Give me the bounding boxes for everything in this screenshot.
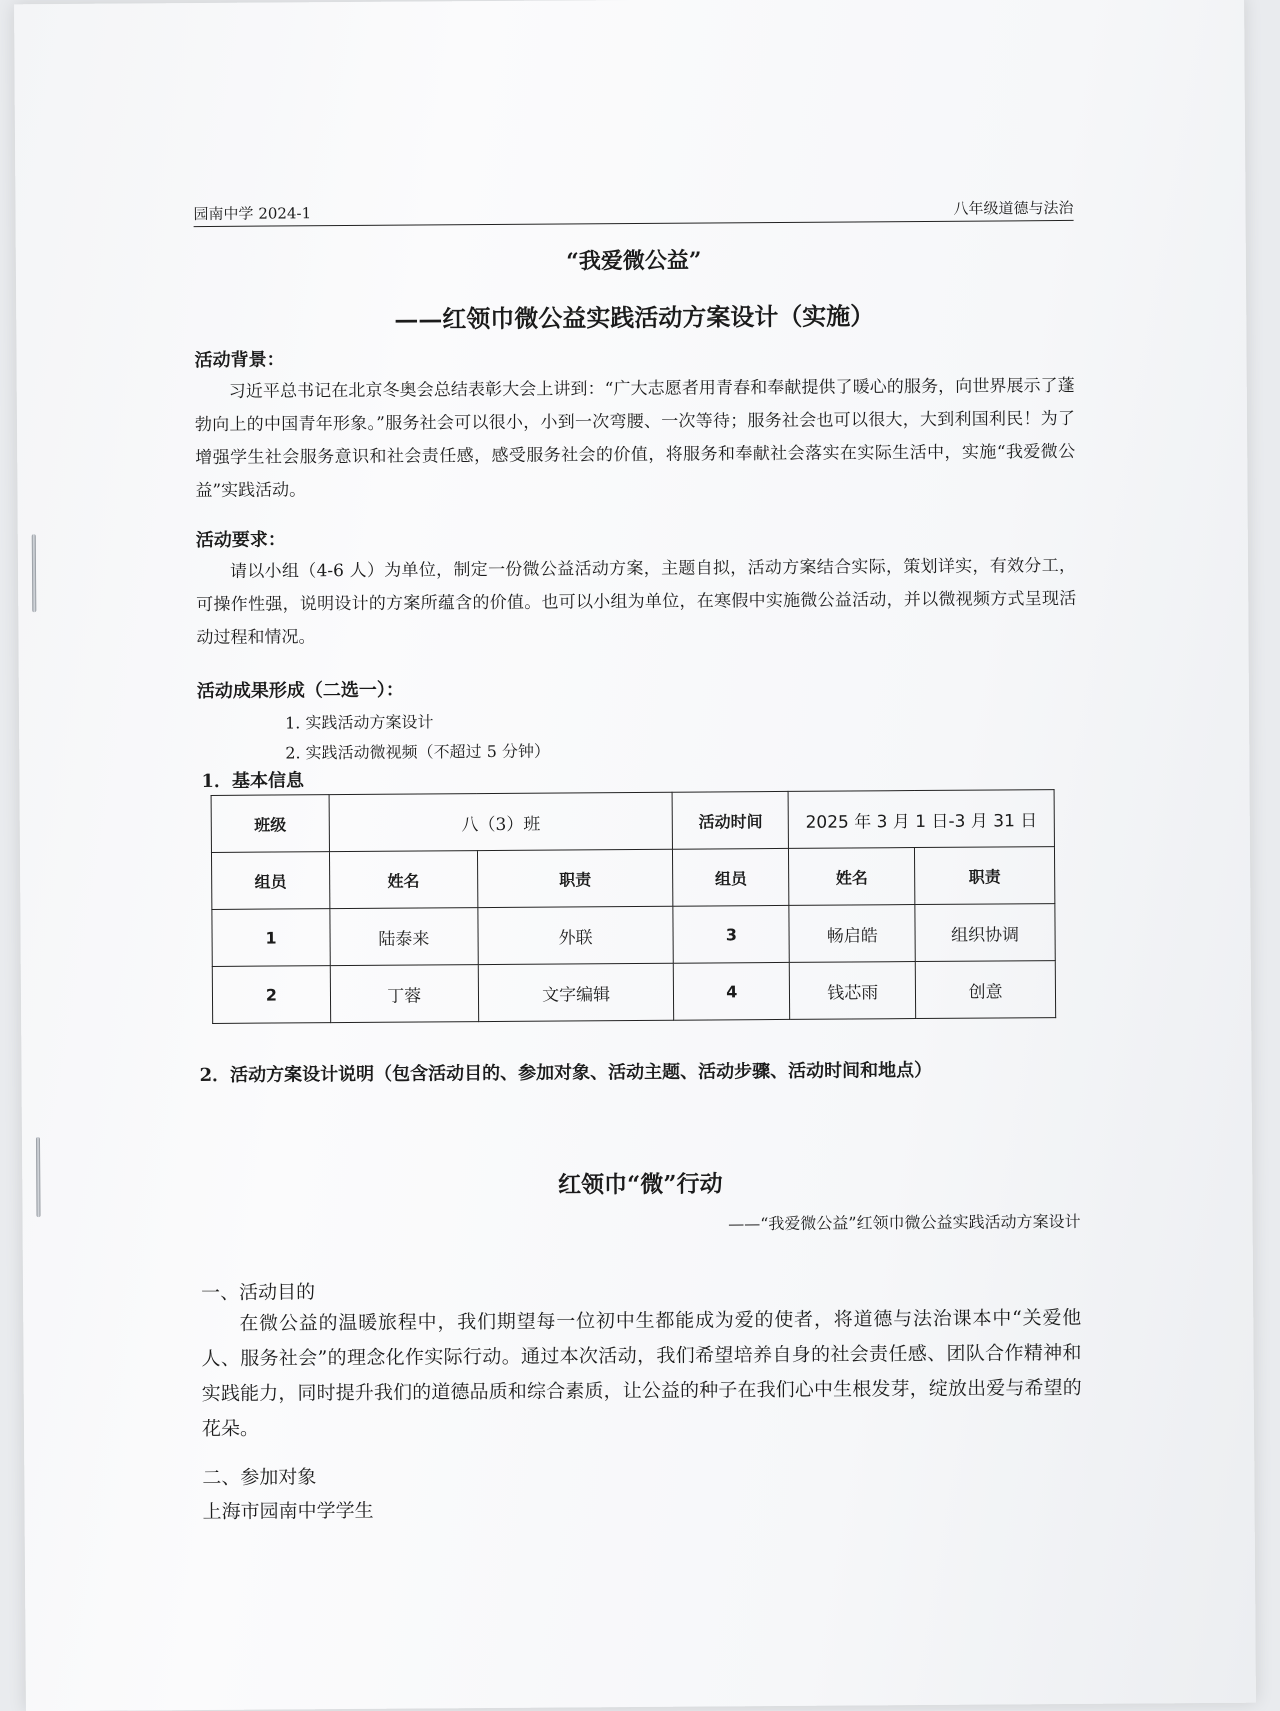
requirements-heading: 活动要求： [195, 529, 286, 552]
basic-info-heading: 1．基本信息 [201, 770, 305, 793]
staple-top [32, 534, 37, 612]
participants-heading: 二、参加对象 [202, 1466, 317, 1490]
background-heading: 活动背景： [194, 349, 285, 372]
outcome-item-1: 1. 实践活动方案设计 [285, 712, 434, 733]
member-duty: 文字编辑 [478, 963, 674, 1021]
class-label: 班级 [211, 795, 329, 853]
member-name: 畅启皓 [789, 905, 915, 963]
header-school: 园南中学 2024-1 [193, 204, 312, 224]
member-no: 4 [674, 962, 790, 1020]
col-duty-2: 职责 [915, 847, 1055, 905]
table-row [212, 904, 1055, 967]
document-title: “我爱微公益” [566, 247, 702, 275]
col-member-2: 组员 [673, 848, 789, 906]
col-duty: 职责 [477, 849, 673, 907]
member-name: 陆泰来 [330, 908, 478, 966]
member-no: 3 [673, 905, 789, 963]
purpose-text: 在微公益的温暖旅程中，我们期望每一位初中生都能成为爱的使者，将道德与法治课本中“关爱他人、服务社会”的理念化作实际行动。通过本次活动，我们希望培养自身的社会责任感、团队合作精神和实践能力，同时提升我们的道德品质和综合素质，让公益的种子在我们心中生根发芽，绽放出爱与希望的花朵。 [201, 1306, 1082, 1441]
member-duty: 创意 [915, 961, 1055, 1019]
header-subject: 八年级道德与法治 [953, 198, 1074, 218]
requirements-text: 请以小组（4-6 人）为单位，制定一份微公益活动方案，主题自拟，活动方案结合实际，策划详实，有效分工，可操作性强，说明设计的方案所蕴含的价值。也可以小组为单位，在寒假中实施微公益活动，并以微视频方式呈现活动过程和情况。 [196, 555, 1077, 649]
class-value: 八（3）班 [329, 792, 673, 851]
member-name: 钱芯雨 [790, 962, 916, 1020]
table-header-row [211, 847, 1054, 910]
plan-title: 红领巾“微”行动 [557, 1170, 723, 1199]
document-subtitle: ——红领巾微公益实践活动方案设计（实施） [394, 301, 875, 334]
outcome-item-2: 2. 实践活动微视频（不超过 5 分钟） [285, 741, 551, 763]
member-no: 2 [212, 966, 330, 1024]
page-header [193, 197, 1074, 224]
table-row [211, 790, 1054, 853]
plan-subtitle: ——“我爱微公益”红领巾微公益实践活动方案设计 [728, 1211, 1081, 1234]
member-duty: 外联 [478, 906, 674, 964]
outcomes-heading: 活动成果形成（二选一）： [196, 679, 404, 703]
header-rule [194, 220, 1074, 227]
table-row [212, 961, 1055, 1024]
time-value: 2025 年 3 月 1 日-3 月 31 日 [788, 790, 1054, 849]
participants-text: 上海市园南中学学生 [202, 1499, 374, 1524]
basic-info-table [211, 789, 1057, 1024]
member-name: 丁蓉 [330, 965, 478, 1023]
col-name: 姓名 [329, 851, 477, 909]
staple-bottom [36, 1137, 41, 1217]
col-member: 组员 [211, 852, 329, 910]
background-text: 习近平总书记在北京冬奥会总结表彰大会上讲到：“广大志愿者用青春和奉献提供了暖心的服务，向世界展示了蓬勃向上的中国青年形象。”服务社会可以很小，小到一次弯腰、一次等待；服务社会也可以很大，大到利国利民！为了增强学生社会服务意识和社会责任感，感受服务社会的价值，将服务和奉献社会落实在实际生活中，实施“我爱微公益”实践活动。 [194, 375, 1076, 502]
design-heading: 2．活动方案设计说明（包含活动目的、参加对象、活动主题、活动步骤、活动时间和地点） [199, 1059, 933, 1087]
time-label: 活动时间 [672, 791, 788, 849]
member-no: 1 [212, 909, 330, 967]
document-content [192, 0, 1082, 1524]
purpose-heading: 一、活动目的 [200, 1281, 316, 1305]
member-duty: 组织协调 [915, 904, 1055, 962]
col-name-2: 姓名 [789, 848, 915, 906]
paper-sheet [14, 0, 1256, 1711]
